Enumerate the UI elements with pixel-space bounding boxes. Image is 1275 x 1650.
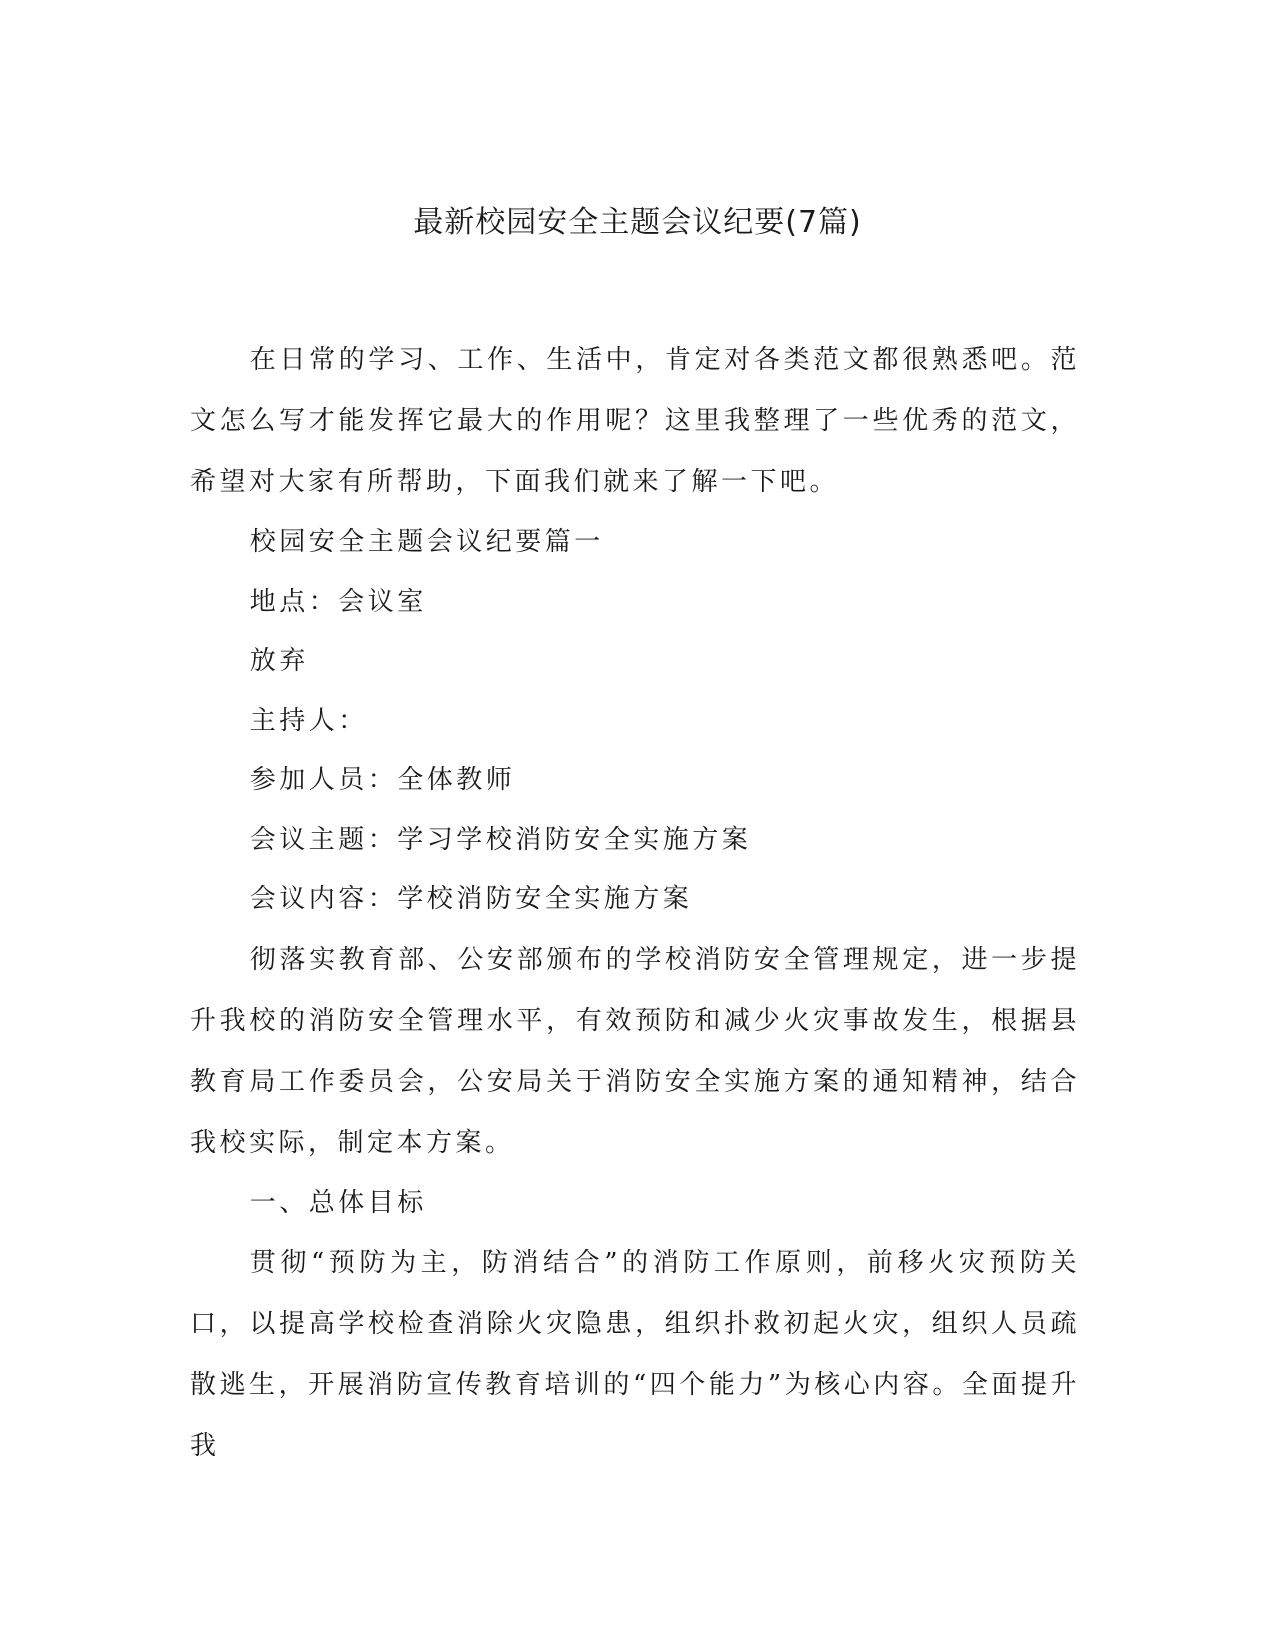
document-body xyxy=(190,330,1080,1477)
meeting-host: 主持人： xyxy=(249,705,368,736)
meeting-topic: 会议主题：学习学校消防安全实施方案 xyxy=(249,824,752,855)
document-title: 最新校园安全主题会议纪要(7篇) xyxy=(413,205,862,240)
implementation-paragraph: 彻落实教育部、公安部颁布的学校消防安全管理规定，进一步提升我校的消防安全管理水平，有效预防和减少火灾事故发生，根据县教育局工作委员会，公安局关于消防安全实施方案的通知精神，结合我校实际，制定本方案。 xyxy=(190,944,1080,1158)
goal-paragraph: 贯彻“预防为主，防消结合”的消防工作原则，前移火灾预防关口，以提高学校检查消除火灾隐患，组织扑救初起火灾，组织人员疏散逃生，开展消防宣传教育培训的“四个能力”为核心内容。全面提升我 xyxy=(190,1248,1080,1461)
section-heading-overall-goal: 一、总体目标 xyxy=(249,1187,427,1218)
meeting-content: 会议内容：学校消防安全实施方案 xyxy=(249,884,693,914)
meeting-attendees: 参加人员：全体教师 xyxy=(249,765,516,795)
meeting-location: 地点：会议室 xyxy=(249,586,427,617)
intro-paragraph: 在日常的学习、工作、生活中，肯定对各类范文都很熟悉吧。范文怎么写才能发挥它最大的作用呢？这里我整理了一些优秀的范文，希望对大家有所帮助，下面我们就来了解一下吧。 xyxy=(190,345,1080,497)
section-heading-part-one: 校园安全主题会议纪要篇一 xyxy=(249,527,604,557)
meeting-note: 放弃 xyxy=(249,646,309,676)
